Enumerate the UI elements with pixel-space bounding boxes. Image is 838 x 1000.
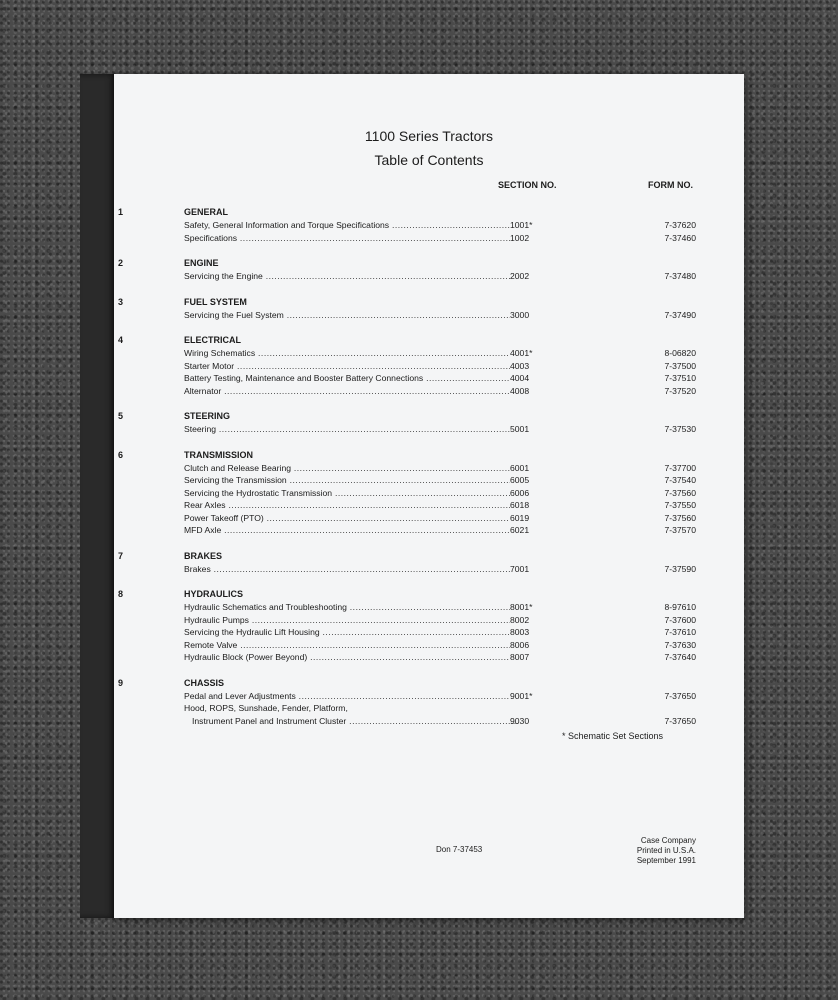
- entry-form-no: 7-37460: [664, 232, 696, 243]
- entry-title-text: Servicing the Engine: [184, 271, 263, 281]
- document-page: [114, 74, 744, 918]
- group-name: ENGINE: [184, 258, 219, 268]
- toc-entry: [184, 639, 704, 652]
- entry-title: [184, 512, 510, 525]
- toc-group: [118, 334, 704, 397]
- entry-form-no: 7-37640: [664, 652, 696, 662]
- toc-group-header: [118, 677, 704, 690]
- entry-section-no: 8001*: [510, 602, 533, 612]
- entry-form-no: 7-37480: [664, 271, 696, 281]
- entry-section-no: 6021: [510, 525, 530, 535]
- entry-title-text: Hydraulic Block (Power Beyond): [184, 652, 308, 662]
- toc-group-header: [118, 410, 704, 423]
- entry-title: [184, 385, 510, 398]
- entry-section-no: 8007: [510, 652, 530, 662]
- group-name: GENERAL: [184, 207, 229, 217]
- entry-title-text: Hydraulic Schematics and Troubleshooting: [184, 602, 347, 612]
- toc-entry: [184, 626, 704, 639]
- entry-section-no: 7001: [510, 563, 530, 574]
- entry-title: [184, 270, 510, 283]
- entry-section-no: 8006: [510, 639, 530, 650]
- entry-title: [184, 347, 510, 360]
- entry-title-text: Servicing the Hydrostatic Transmission: [184, 487, 333, 498]
- entry-section-no: 8003: [510, 627, 530, 637]
- entry-title: [184, 499, 510, 512]
- group-name: STEERING: [184, 411, 231, 421]
- entry-form-no: 7-37520: [664, 385, 696, 396]
- entry-title-text: Servicing the Hydraulic Lift Housing: [184, 627, 320, 637]
- toc-group: [118, 449, 704, 537]
- entry-form-no: 7-37510: [664, 373, 696, 383]
- group-number: 1: [118, 207, 124, 217]
- toc-group-header: [118, 296, 704, 309]
- entry-section-no: 6006: [510, 487, 530, 498]
- print-date: September 1991: [636, 856, 696, 865]
- group-number: 4: [118, 335, 124, 345]
- entry-title-text: Specifications: [184, 232, 238, 243]
- entry-section-no: 2002: [510, 271, 530, 281]
- toc-entry: [184, 232, 704, 245]
- entry-title: [184, 219, 510, 232]
- toc-group: [118, 206, 704, 244]
- entry-form-no: 8-97610: [664, 602, 696, 612]
- entry-form-no: 7-37540: [664, 475, 696, 485]
- toc-group-header: [118, 550, 704, 563]
- toc-entry: [184, 651, 704, 664]
- entry-title-text: Safety, General Information and Torque Specifications: [184, 220, 390, 230]
- entry-section-no: 4004: [510, 373, 530, 383]
- entry-section-no: 1002: [510, 232, 530, 243]
- entry-title: [184, 423, 510, 436]
- toc-entry: [184, 423, 704, 436]
- entry-title: [184, 601, 510, 614]
- entry-form-no: 7-37550: [664, 500, 696, 510]
- entry-section-no: 3000: [510, 309, 530, 320]
- entry-section-no: 9030: [510, 715, 530, 726]
- group-number: 7: [118, 550, 124, 561]
- entry-title-text: Brakes: [184, 563, 211, 574]
- entry-title: [184, 690, 510, 703]
- entry-section-no: 4008: [510, 385, 530, 396]
- entry-title-text: Clutch and Release Bearing: [184, 462, 292, 473]
- entry-section-no: 5001: [510, 424, 530, 434]
- group-name: FUEL SYSTEM: [184, 296, 247, 307]
- entry-title: [184, 651, 510, 664]
- entry-title-text: Servicing the Transmission: [184, 475, 287, 485]
- entry-section-no: 4003: [510, 360, 530, 371]
- entry-form-no: 7-37560: [664, 487, 696, 498]
- entry-title-text: Hydraulic Pumps: [184, 614, 249, 625]
- entry-form-no: 7-37570: [664, 525, 696, 535]
- entry-title: [184, 626, 510, 639]
- entry-title-text: Instrument Panel and Instrument Cluster: [192, 715, 347, 726]
- entry-title: [184, 309, 510, 322]
- binding-strip: [80, 74, 116, 918]
- toc-entry: [184, 614, 704, 627]
- toc-entry: [184, 601, 704, 614]
- entry-title-text: Power Takeoff (PTO): [184, 512, 264, 523]
- entry-form-no: 7-37650: [664, 690, 696, 701]
- entry-title-text: Rear Axles: [184, 500, 226, 510]
- entry-form-no: 7-37630: [664, 639, 696, 650]
- group-name: HYDRAULICS: [184, 589, 244, 599]
- entry-section-no: 9001*: [510, 690, 533, 701]
- entry-title-text: Battery Testing, Maintenance and Booster Battery Connections: [184, 373, 424, 383]
- section-no-header: SECTION NO.: [498, 180, 557, 190]
- toc-entry: [184, 462, 704, 475]
- toc-group: [118, 677, 704, 728]
- entry-title: [184, 614, 510, 627]
- form-no-header: FORM NO.: [648, 180, 693, 190]
- toc-entry: [184, 487, 704, 500]
- group-number: 9: [118, 677, 124, 688]
- entry-title: [184, 487, 510, 500]
- entry-title: [184, 462, 510, 475]
- entry-form-no: 7-37620: [664, 220, 696, 230]
- toc-entry: [184, 563, 704, 576]
- entry-title: [184, 702, 510, 715]
- entry-form-no: 7-37500: [664, 360, 696, 371]
- entry-form-no: 7-37600: [664, 614, 696, 625]
- toc-group-header: [118, 449, 704, 462]
- group-number: 5: [118, 411, 124, 421]
- entry-form-no: 8-06820: [664, 348, 696, 358]
- publisher-name: Case Company: [640, 836, 696, 845]
- toc-group-header: [118, 588, 704, 601]
- group-name: ELECTRICAL: [184, 335, 241, 345]
- toc-group: [118, 410, 704, 436]
- toc-entry: [184, 385, 704, 398]
- page-subtitle: Table of Contents: [374, 152, 484, 168]
- toc-entry: [184, 270, 704, 283]
- entry-title-text: Starter Motor: [184, 360, 235, 371]
- printed-in: Printed in U.S.A.: [636, 846, 696, 855]
- group-number: 6: [118, 449, 124, 460]
- entry-title: [184, 232, 510, 245]
- toc-group-header: [118, 334, 704, 347]
- entry-section-no: 4001*: [510, 348, 533, 358]
- toc-entry: [184, 219, 704, 232]
- group-name: TRANSMISSION: [184, 449, 254, 460]
- entry-title: [184, 524, 510, 537]
- entry-form-no: 7-37530: [664, 424, 696, 434]
- toc-group: [118, 588, 704, 664]
- toc-entry: [184, 372, 704, 385]
- entry-section-no: 8002: [510, 614, 530, 625]
- document-number: Don 7-37453: [436, 845, 483, 854]
- entry-form-no: 7-37590: [664, 563, 696, 574]
- group-name: BRAKES: [184, 550, 223, 561]
- entry-title: [184, 372, 510, 385]
- entry-title-text: MFD Axle: [184, 525, 222, 535]
- entry-section-no: 6001: [510, 462, 530, 473]
- entry-section-no: 6005: [510, 475, 530, 485]
- entry-form-no: 7-37610: [664, 627, 696, 637]
- entry-title: [184, 360, 510, 373]
- entry-title-text: Wiring Schematics: [184, 348, 256, 358]
- toc-entry: [184, 309, 704, 322]
- toc-entry: [184, 512, 704, 525]
- toc-group-header: [118, 206, 704, 219]
- entry-title-text: Steering: [184, 424, 217, 434]
- group-name: CHASSIS: [184, 677, 225, 688]
- entry-section-no: 6019: [510, 512, 530, 523]
- group-number: 2: [118, 258, 124, 268]
- toc-group-header: [118, 257, 704, 270]
- entry-form-no: 7-37490: [664, 309, 696, 320]
- entry-title: [184, 474, 510, 487]
- entry-title: [184, 563, 510, 576]
- entry-title-text: Hood, ROPS, Sunshade, Fender, Platform,: [184, 703, 348, 713]
- publisher-info: [624, 836, 696, 866]
- entry-form-no: 7-37700: [664, 462, 696, 473]
- toc-entry: [184, 499, 704, 512]
- toc-group: [118, 296, 704, 322]
- toc-group: [118, 550, 704, 576]
- entry-title: [184, 639, 510, 652]
- toc-entry: [184, 474, 704, 487]
- toc-entry: [184, 690, 704, 703]
- entry-form-no: 7-37650: [664, 715, 696, 726]
- entry-form-no: 7-37560: [664, 512, 696, 523]
- entry-section-no: 1001*: [510, 220, 533, 230]
- group-number: 3: [118, 296, 124, 307]
- entry-section-no: 6018: [510, 500, 530, 510]
- entry-title-text: Pedal and Lever Adjustments: [184, 690, 296, 701]
- toc-entry: [184, 360, 704, 373]
- table-of-contents: [118, 206, 704, 740]
- toc-entry: [184, 347, 704, 360]
- entry-title-text: Servicing the Fuel System: [184, 309, 284, 320]
- entry-title-text: Remote Valve: [184, 639, 238, 650]
- entry-title-text: Alternator: [184, 385, 222, 396]
- toc-entry: [184, 715, 704, 728]
- toc-entry: [184, 524, 704, 537]
- page-title: 1100 Series Tractors: [364, 128, 494, 144]
- toc-group: [118, 257, 704, 283]
- toc-entry: [184, 702, 704, 715]
- group-number: 8: [118, 589, 124, 599]
- footnote: * Schematic Set Sections: [562, 731, 664, 741]
- entry-title: [184, 715, 518, 728]
